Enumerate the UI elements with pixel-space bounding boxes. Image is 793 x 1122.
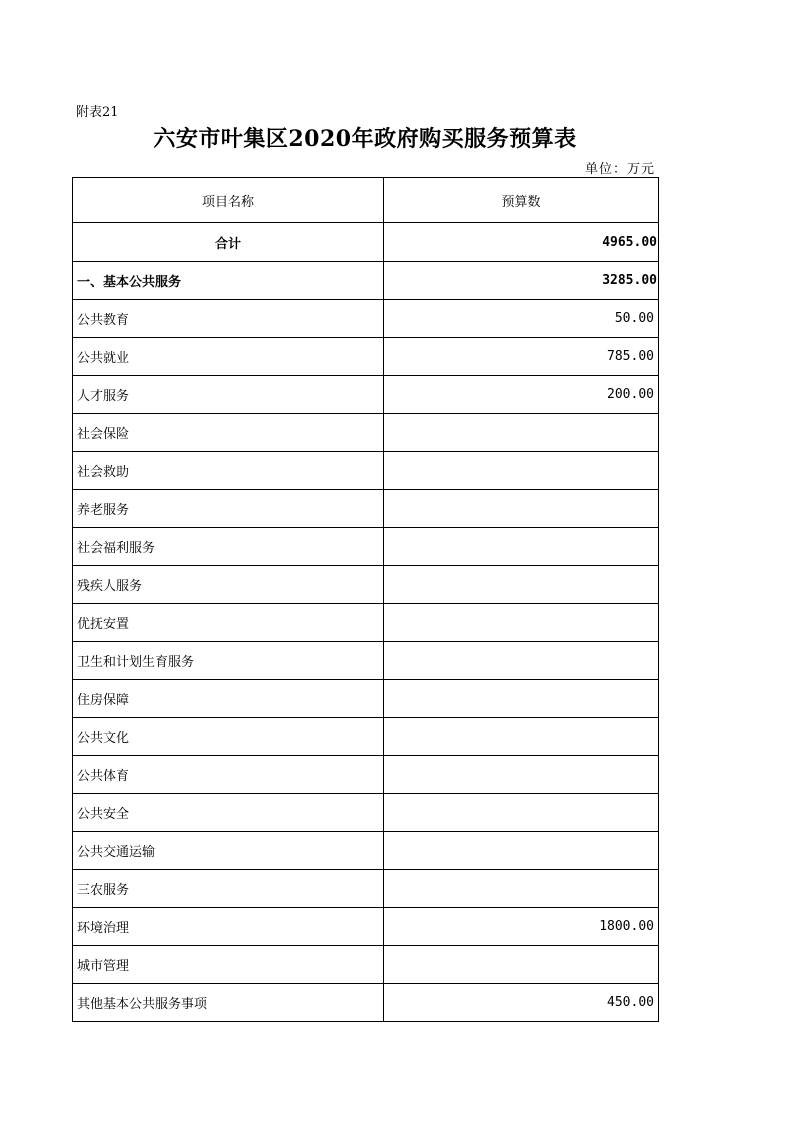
table-header-row [73,178,659,223]
column-header-budget: 预算数 [384,178,659,223]
budget-value-cell [384,414,659,452]
item-name-cell: 公共文化 [73,718,384,756]
table-row [73,946,659,984]
column-header-item-name: 项目名称 [73,178,384,223]
budget-value-cell [384,718,659,756]
item-name-cell: 社会救助 [73,452,384,490]
budget-value-cell: 785.00 [384,338,659,376]
table-row [73,718,659,756]
item-name-cell: 公共体育 [73,756,384,794]
table-row [73,984,659,1022]
budget-value-cell [384,604,659,642]
budget-value-cell [384,528,659,566]
budget-value-cell [384,452,659,490]
item-name-cell: 社会福利服务 [73,528,384,566]
item-name-cell: 残疾人服务 [73,566,384,604]
table-body [73,223,659,1022]
budget-table [72,177,659,1022]
table-row [73,908,659,946]
budget-value-cell [384,490,659,528]
budget-value-cell [384,642,659,680]
item-name-cell: 社会保险 [73,414,384,452]
budget-value-cell [384,756,659,794]
item-name-cell: 卫生和计划生育服务 [73,642,384,680]
budget-value-cell [384,794,659,832]
page-title: 六安市叶集区2020年政府购买服务预算表 [153,126,577,152]
table-row [73,262,659,300]
table-row [73,794,659,832]
table-row [73,376,659,414]
table-row [73,528,659,566]
table-row [73,756,659,794]
table-row [73,870,659,908]
budget-value-cell: 450.00 [384,984,659,1022]
table-row [73,338,659,376]
table-row [73,566,659,604]
budget-value-cell: 200.00 [384,376,659,414]
budget-value-cell [384,566,659,604]
item-name-cell: 人才服务 [73,376,384,414]
table-row [73,490,659,528]
budget-value-cell: 3285.00 [384,262,659,300]
item-name-cell: 住房保障 [73,680,384,718]
table-row [73,300,659,338]
table-row [73,452,659,490]
item-name-cell: 公共交通运输 [73,832,384,870]
attachment-label: 附表21 [76,105,119,120]
table-row [73,604,659,642]
item-name-cell: 合计 [73,223,384,262]
table-row [73,414,659,452]
budget-value-cell: 4965.00 [384,223,659,262]
item-name-cell: 公共就业 [73,338,384,376]
item-name-cell: 公共教育 [73,300,384,338]
table-row [73,832,659,870]
table-row [73,223,659,262]
budget-value-cell [384,832,659,870]
budget-value-cell [384,680,659,718]
unit-label: 单位：万元 [584,162,655,177]
item-name-cell: 养老服务 [73,490,384,528]
item-name-cell: 其他基本公共服务事项 [73,984,384,1022]
budget-value-cell [384,946,659,984]
item-name-cell: 三农服务 [73,870,384,908]
item-name-cell: 公共安全 [73,794,384,832]
table-row [73,642,659,680]
budget-value-cell: 50.00 [384,300,659,338]
item-name-cell: 环境治理 [73,908,384,946]
item-name-cell: 一、基本公共服务 [73,262,384,300]
item-name-cell: 优抚安置 [73,604,384,642]
budget-value-cell: 1800.00 [384,908,659,946]
budget-value-cell [384,870,659,908]
table-row [73,680,659,718]
item-name-cell: 城市管理 [73,946,384,984]
